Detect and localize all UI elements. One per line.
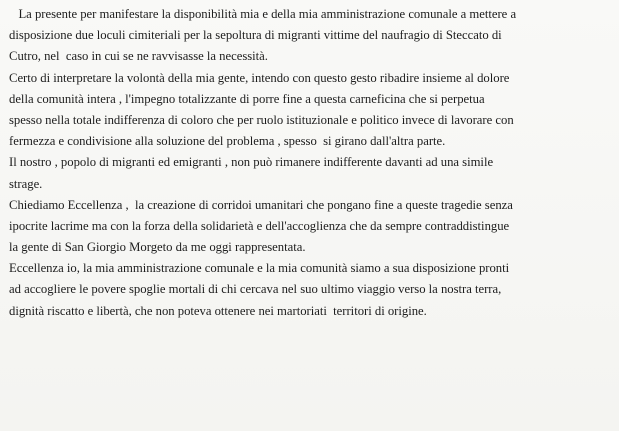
- text-line: Chiediamo Eccellenza , la creazione di corridoi umanitari che pongano fine a queste tragedie senza: [9, 197, 513, 212]
- text-line: ipocrite lacrime ma con la forza della solidarietà e dell'accoglienza che da sempre contraddistingue: [9, 218, 510, 233]
- text-line: La presente per manifestare la disponibilità mia e della mia amministrazione comunale a mettere a: [9, 7, 517, 21]
- text-line: ad accogliere le povere spoglie mortali di chi cercava nel suo ultimo viaggio verso la nostra terra,: [9, 282, 502, 297]
- text-line: fermezza e condivisione alla soluzione del problema , spesso si girano dall'altra parte.: [9, 134, 446, 149]
- text-line: la gente di San Giorgio Morgeto da me oggi rappresentata.: [9, 240, 306, 255]
- text-line: disposizione due loculi cimiteriali per la sepoltura di migranti vittime del naufragio di Steccato di: [9, 28, 502, 43]
- text-line: Eccellenza io, la mia amministrazione comunale e la mia comunità siamo a sua disposizione pronti: [9, 261, 510, 276]
- text-line: della comunità intera , l'impegno totalizzante di porre fine a questa carneficina che si perpetua: [9, 91, 485, 106]
- text-line: spesso nella totale indifferenza di coloro che per ruolo istituzionale e politico invece di lavorare con: [9, 112, 514, 127]
- text-line: Il nostro , popolo di migranti ed emigranti , non può rimanere indifferente davanti ad una simile: [9, 155, 494, 170]
- text-line: Certo di interpretare la volontà della mia gente, intendo con questo gesto ribadire insieme al dolore: [9, 70, 510, 85]
- letter-body: [9, 4, 613, 322]
- text-line: strage.: [9, 176, 43, 191]
- text-line: Cutro, nel caso in cui se ne ravvisasse la necessità.: [9, 49, 268, 64]
- text-line: dignità riscatto e libertà, che non poteva ottenere nei martoriati territori di origine.: [9, 303, 427, 318]
